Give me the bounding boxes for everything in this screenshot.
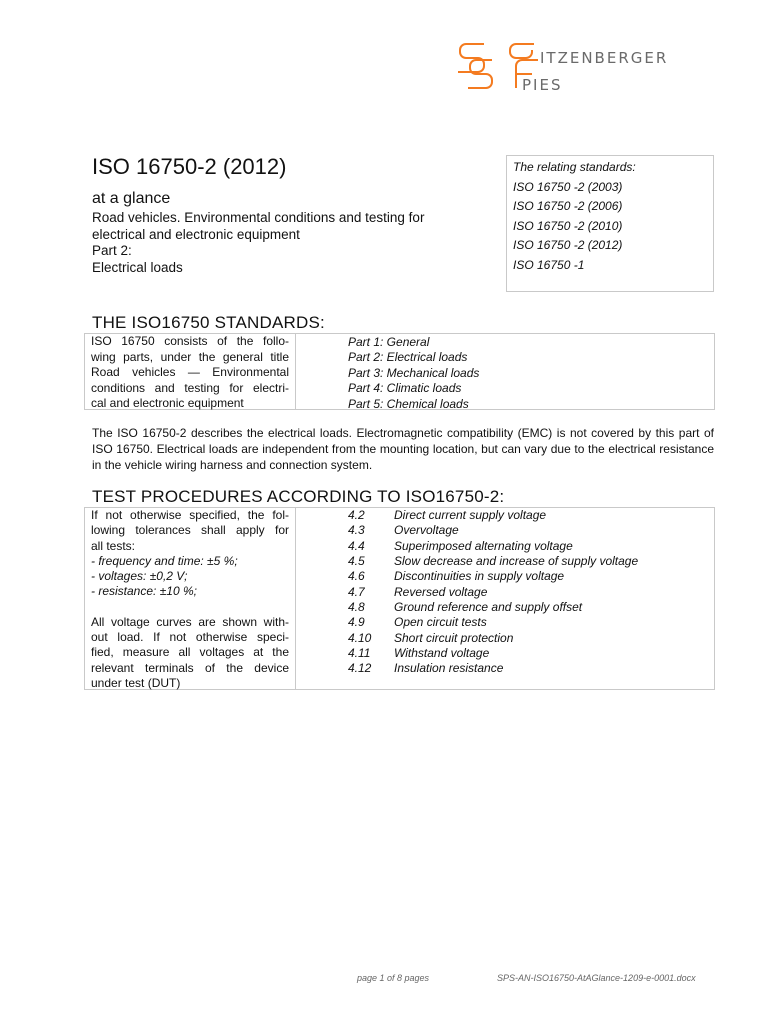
procedure-number: 4.4 [348,538,365,553]
procedure-row [348,615,638,630]
procedure-row [348,631,638,646]
footer-page-number: page 1 of 8 pages [357,973,430,983]
test-note-line: relevant terminals of the device [91,660,289,675]
procedure-name: Reversed voltage [394,584,488,599]
procedure-number: 4.3 [348,523,365,538]
test-conditions [91,508,289,691]
standards-description-line: ISO 16750 consists of the follo- [91,334,289,348]
procedure-name: Direct current supply voltage [394,508,547,522]
related-item: ISO 16750 -2 (2006) [513,199,623,213]
spacer [91,600,289,615]
standard-part-item: Part 2: Electrical loads [348,350,468,365]
procedure-list [348,508,638,677]
table-divider [295,508,296,689]
tolerance-item: - resistance: ±10 %; [91,584,197,599]
standards-description [91,334,289,412]
procedure-name: Open circuit tests [394,615,487,630]
procedure-name: Overvoltage [394,523,459,538]
standards-description-line: cal and electronic equipment [91,396,244,410]
procedure-name: Slow decrease and increase of supply voltage [394,554,639,569]
procedure-number: 4.11 [348,646,371,661]
test-note-line: out load. If not otherwise speci- [91,630,289,645]
standard-part-item: Part 4: Climatic loads [348,381,462,396]
description-line: Electrical loads [92,259,183,275]
procedure-number: 4.2 [348,508,365,522]
procedure-number: 4.9 [348,615,365,630]
standards-description-line: wing parts, under the general title [91,349,289,364]
procedure-name: Short circuit protection [394,630,514,645]
standards-parts-list [348,335,479,412]
procedure-row [348,600,638,615]
body-paragraph: The ISO 16750-2 describes the electrical loads. Electromagnetic compatibility (EMC) is not covered by this part of ISO 16750. Electrical loads are independent from the mounting location, but can vary due to the electrical resistance in the vehicle wiring harness and connection system. [92,426,714,472]
logo-text-bottom: PIES [522,76,563,94]
description-line: Road vehicles. Environmental conditions and testing for [92,210,425,225]
standard-part-item: Part 5: Chemical loads [348,396,469,411]
tolerance-item: - frequency and time: ±5 %; [91,553,238,568]
standard-part-item: Part 1: General [348,335,430,349]
procedure-number: 4.12 [348,661,372,676]
test-procedures-heading: TEST PROCEDURES ACCORDING TO ISO16750-2: [92,487,505,506]
procedure-row [348,569,638,584]
standards-heading: THE ISO16750 STANDARDS: [92,313,325,332]
company-logo [456,40,718,92]
test-note-line: All voltage curves are shown with- [91,614,289,629]
description-line: Part 2: [92,243,132,258]
table-divider [295,334,296,409]
related-heading: The relating standards: [513,160,636,174]
test-note-line: fied, measure all voltages at the [91,645,289,660]
related-standards-box [506,155,714,292]
procedure-row [348,523,638,538]
procedure-name: Discontinuities in supply voltage [394,569,565,584]
procedure-name: Withstand voltage [394,646,490,661]
footer-filename: SPS-AN-ISO16750-AtAGlance-1209-e-0001.docx [497,973,696,983]
procedure-number: 4.6 [348,569,365,584]
procedure-number: 4.5 [348,554,365,569]
related-item: ISO 16750 -2 (2010) [513,218,623,233]
document-description [92,210,472,276]
standards-description-line: conditions and testing for electri- [91,380,289,395]
procedure-row [348,554,638,569]
test-intro-line: lowing tolerances shall apply for [91,523,289,538]
standards-description-line: Road vehicles — Environmental [91,365,289,379]
procedure-name: Ground reference and supply offset [394,600,583,615]
procedure-row [348,585,638,600]
test-note-line: under test (DUT) [91,675,181,690]
test-procedures-table [84,507,715,690]
test-intro-line: all tests: [91,538,136,553]
tolerance-item: - voltages: ±0,2 V; [91,569,188,584]
procedure-number: 4.7 [348,584,365,599]
procedure-row [348,661,638,676]
procedure-row [348,508,638,523]
procedure-number: 4.8 [348,600,365,615]
procedure-number: 4.10 [348,630,372,645]
related-item: ISO 16750 -2 (2012) [513,238,623,252]
related-item: ISO 16750 -1 [513,257,585,272]
document-subtitle: at a glance [92,190,171,207]
procedure-row [348,539,638,554]
test-intro-line: If not otherwise specified, the fol- [91,508,289,522]
document-title: ISO 16750-2 (2012) [92,154,287,179]
procedure-row [348,646,638,661]
related-item: ISO 16750 -2 (2003) [513,179,623,194]
description-line: electrical and electronic equipment [92,226,300,242]
procedure-name: Insulation resistance [394,661,504,676]
standard-part-item: Part 3: Mechanical loads [348,365,480,380]
standards-table [84,333,715,410]
procedure-name: Superimposed alternating voltage [394,538,573,553]
logo-text-top: ITZENBERGER [540,49,669,67]
